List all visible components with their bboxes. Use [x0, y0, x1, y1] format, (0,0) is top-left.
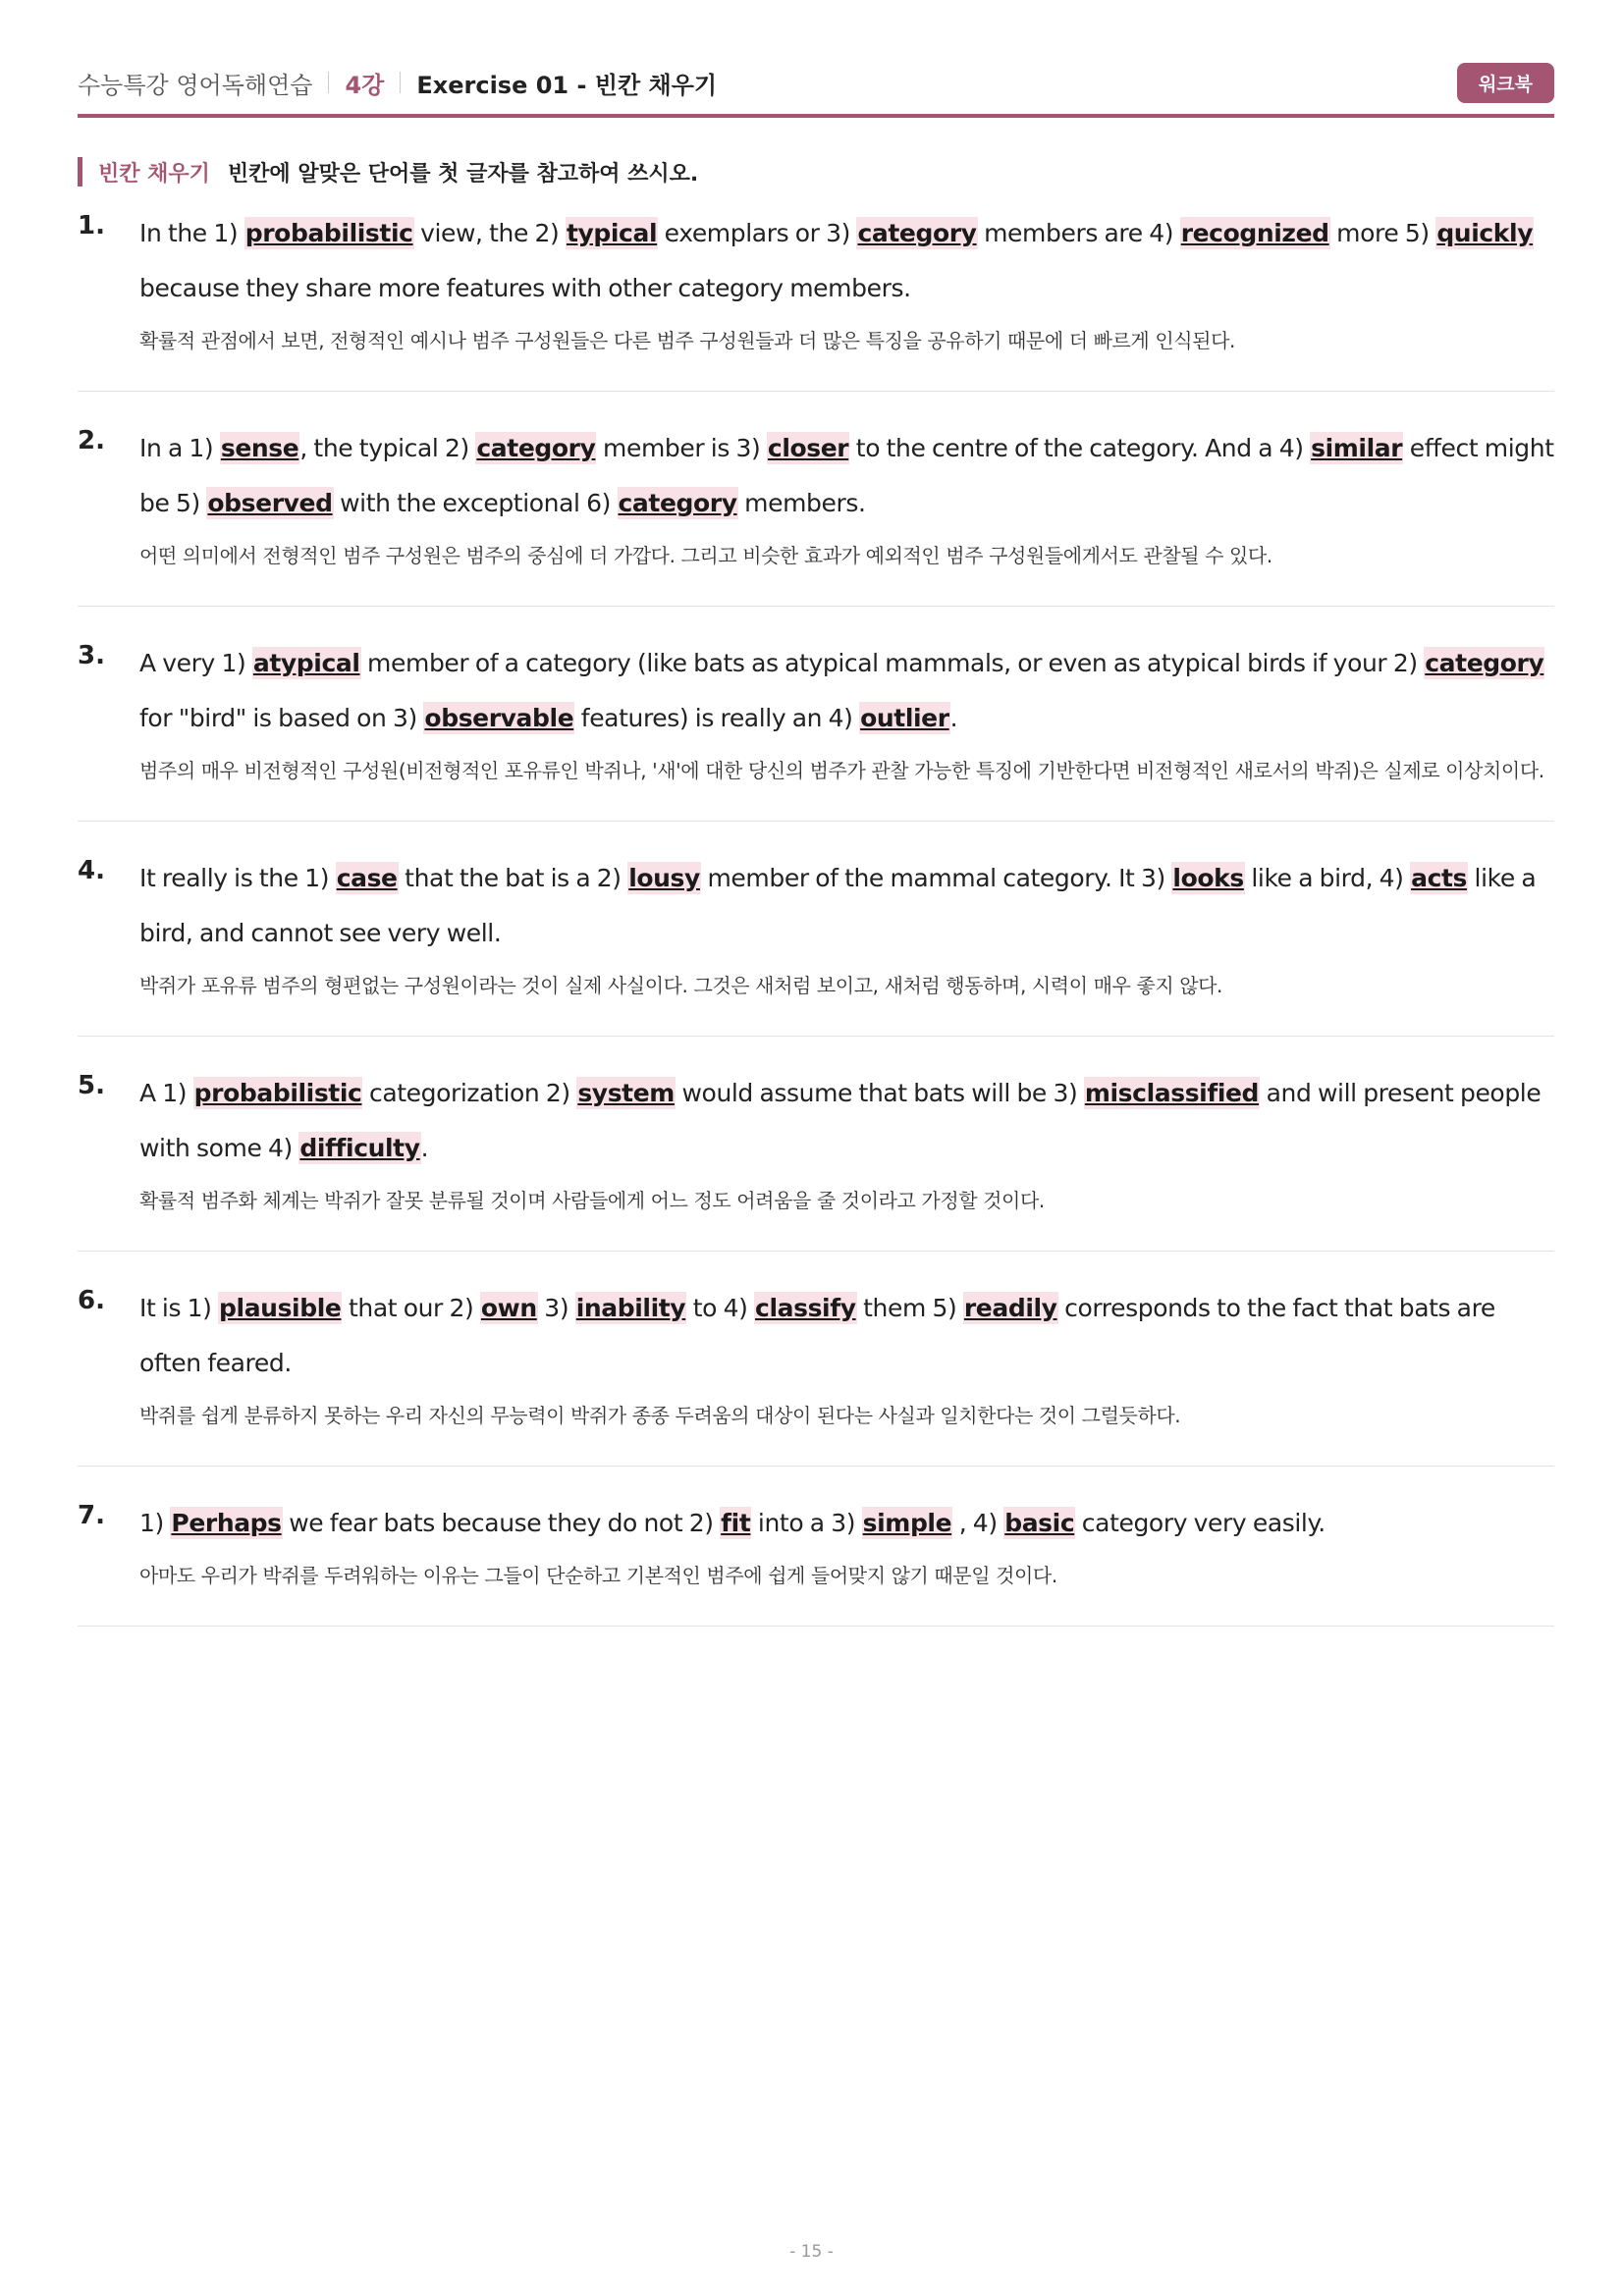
exercise-item: [78, 851, 1554, 1037]
english-sentence: [139, 1066, 1554, 1176]
english-sentence: [139, 851, 1554, 961]
sentence-text: member of a category (like bats as atypical mammals, or even as atypical birds if your 2): [360, 649, 1425, 677]
english-sentence: [139, 636, 1554, 746]
english-sentence: [139, 1281, 1554, 1391]
page-header: [78, 61, 1554, 118]
sentence-text: them 5): [856, 1294, 963, 1322]
header-divider: [328, 72, 329, 93]
sentence-text: for "bird" is based on 3): [139, 704, 424, 732]
workbook-badge: 워크북: [1457, 63, 1554, 103]
sentence-text: member is 3): [596, 434, 767, 462]
blank-answer[interactable]: outlier: [860, 704, 949, 732]
korean-translation: 확률적 범주화 체계는 박쥐가 잘못 분류될 것이며 사람들에게 어느 정도 어려움을 줄 것이라고 가정할 것이다.: [139, 1189, 1045, 1212]
sentence-text: with the exceptional 6): [333, 489, 618, 517]
page-number: - 15 -: [789, 2242, 834, 2262]
blank-answer[interactable]: similar: [1311, 434, 1403, 462]
sentence-text: A 1): [139, 1079, 193, 1107]
blank-answer[interactable]: basic: [1004, 1509, 1075, 1537]
sentence-text: like a bird, and cannot see very well.: [139, 864, 1537, 947]
sentence-text: more 5): [1329, 219, 1436, 247]
korean-translation: 어떤 의미에서 전형적인 범주 구성원은 범주의 중심에 더 가깝다. 그리고 비슷한 효과가 예외적인 범주 구성원들에게서도 관찰될 수 있다.: [139, 544, 1272, 567]
sentence-text: to the centre of the category. And a 4): [849, 434, 1311, 462]
sentence-text: members.: [737, 489, 866, 517]
exercise-title: Exercise 01 - 빈칸 채우기: [416, 71, 718, 99]
sentence-text: features) is really an 4): [574, 704, 860, 732]
blank-answer[interactable]: system: [577, 1079, 675, 1107]
blank-answer[interactable]: observed: [207, 489, 333, 517]
blank-answer[interactable]: plausible: [219, 1294, 342, 1322]
sentence-text: , 4): [952, 1509, 1004, 1537]
blank-answer[interactable]: typical: [566, 219, 658, 247]
blank-answer[interactable]: inability: [575, 1294, 686, 1322]
exercise-item: [78, 1281, 1554, 1467]
blank-answer[interactable]: closer: [767, 434, 849, 462]
korean-translation: 박쥐를 쉽게 분류하지 못하는 우리 자신의 무능력이 박쥐가 종종 두려움의 대상이 된다는 사실과 일치한다는 것이 그럴듯하다.: [139, 1404, 1181, 1427]
exercise-item: [78, 421, 1554, 607]
item-number: 4.: [78, 856, 105, 885]
sentence-text: effect might be 5): [139, 434, 1554, 517]
book-title: 수능특강 영어독해연습: [78, 71, 313, 99]
blank-answer[interactable]: recognized: [1180, 219, 1329, 247]
exercise-list: [78, 206, 1554, 1656]
blank-answer[interactable]: probabilistic: [244, 219, 413, 247]
exercise-item: [78, 636, 1554, 822]
sentence-text: because they share more features with other category members.: [139, 274, 911, 302]
sentence-text: , the typical 2): [299, 434, 476, 462]
sentence-text: that the bat is a 2): [398, 864, 628, 892]
sentence-text: to 4): [686, 1294, 755, 1322]
sentence-text: It is 1): [139, 1294, 219, 1322]
item-number: 3.: [78, 641, 105, 670]
blank-answer[interactable]: case: [336, 864, 398, 892]
blank-answer[interactable]: category: [618, 489, 737, 517]
sentence-text: 3): [537, 1294, 575, 1322]
blank-answer[interactable]: sense: [220, 434, 299, 462]
sentence-text: category very easily.: [1075, 1509, 1325, 1537]
korean-translation: 범주의 매우 비전형적인 구성원(비전형적인 포유류인 박쥐나, '새'에 대한 당신의 범주가 관찰 가능한 특징에 기반한다면 비전형적인 새로서의 박쥐)은 실제로 이상치이다.: [139, 759, 1544, 782]
blank-answer[interactable]: Perhaps: [171, 1509, 282, 1537]
sentence-text: member of the mammal category. It 3): [700, 864, 1172, 892]
sentence-text: .: [949, 704, 958, 732]
sentence-text: exemplars or 3): [658, 219, 857, 247]
sentence-text: .: [420, 1134, 429, 1162]
blank-answer[interactable]: simple: [862, 1509, 952, 1537]
blank-answer[interactable]: atypical: [252, 649, 360, 677]
sentence-text: that our 2): [342, 1294, 480, 1322]
item-number: 5.: [78, 1071, 105, 1100]
instruction-tag: 빈칸 채우기: [98, 161, 210, 187]
exercise-item: [78, 1066, 1554, 1252]
blank-answer[interactable]: observable: [424, 704, 574, 732]
sentence-text: categorization 2): [362, 1079, 577, 1107]
sentence-text: It really is the 1): [139, 864, 336, 892]
sentence-text: like a bird, 4): [1244, 864, 1411, 892]
lesson-label: 4강: [345, 71, 385, 99]
item-number: 7.: [78, 1501, 105, 1530]
exercise-item: [78, 1496, 1554, 1627]
blank-answer[interactable]: probabilistic: [193, 1079, 362, 1107]
blank-answer[interactable]: looks: [1172, 864, 1244, 892]
blank-answer[interactable]: category: [857, 219, 977, 247]
blank-answer[interactable]: fit: [721, 1509, 751, 1537]
sentence-text: would assume that bats will be 3): [675, 1079, 1084, 1107]
korean-translation: 확률적 관점에서 보면, 전형적인 예시나 범주 구성원들은 다른 범주 구성원들과 더 많은 특징을 공유하기 때문에 더 빠르게 인식된다.: [139, 329, 1235, 352]
blank-answer[interactable]: category: [476, 434, 596, 462]
sentence-text: In a 1): [139, 434, 220, 462]
blank-answer[interactable]: category: [1425, 649, 1544, 677]
korean-translation: 아마도 우리가 박쥐를 두려워하는 이유는 그들이 단순하고 기본적인 범주에 쉽게 들어맞지 않기 때문일 것이다.: [139, 1564, 1057, 1587]
blank-answer[interactable]: quickly: [1436, 219, 1534, 247]
instruction-text: 빈칸에 알맞은 단어를 첫 글자를 참고하여 쓰시오.: [227, 161, 699, 187]
sentence-text: into a 3): [751, 1509, 862, 1537]
blank-answer[interactable]: lousy: [628, 864, 700, 892]
item-number: 1.: [78, 211, 105, 240]
sentence-text: and will present people with some 4): [139, 1079, 1542, 1162]
english-sentence: [139, 1496, 1554, 1551]
sentence-text: In the 1): [139, 219, 244, 247]
exercise-item: [78, 206, 1554, 392]
blank-answer[interactable]: difficulty: [299, 1134, 420, 1162]
blank-answer[interactable]: classify: [755, 1294, 856, 1322]
item-number: 2.: [78, 426, 105, 455]
sentence-text: members are 4): [977, 219, 1180, 247]
blank-answer[interactable]: own: [480, 1294, 537, 1322]
sentence-text: 1): [139, 1509, 171, 1537]
english-sentence: [139, 206, 1554, 316]
item-number: 6.: [78, 1286, 105, 1315]
blank-answer[interactable]: acts: [1411, 864, 1468, 892]
header-divider: [400, 72, 401, 93]
blank-answer[interactable]: misclassified: [1084, 1079, 1260, 1107]
sentence-text: A very 1): [139, 649, 252, 677]
instruction-bar: [78, 157, 698, 187]
sentence-text: we fear bats because they do not 2): [282, 1509, 721, 1537]
blank-answer[interactable]: readily: [963, 1294, 1057, 1322]
sentence-text: corresponds to the fact that bats are often feared.: [139, 1294, 1495, 1377]
english-sentence: [139, 421, 1554, 531]
korean-translation: 박쥐가 포유류 범주의 형편없는 구성원이라는 것이 실제 사실이다. 그것은 새처럼 보이고, 새처럼 행동하며, 시력이 매우 좋지 않다.: [139, 974, 1222, 997]
sentence-text: view, the 2): [413, 219, 566, 247]
